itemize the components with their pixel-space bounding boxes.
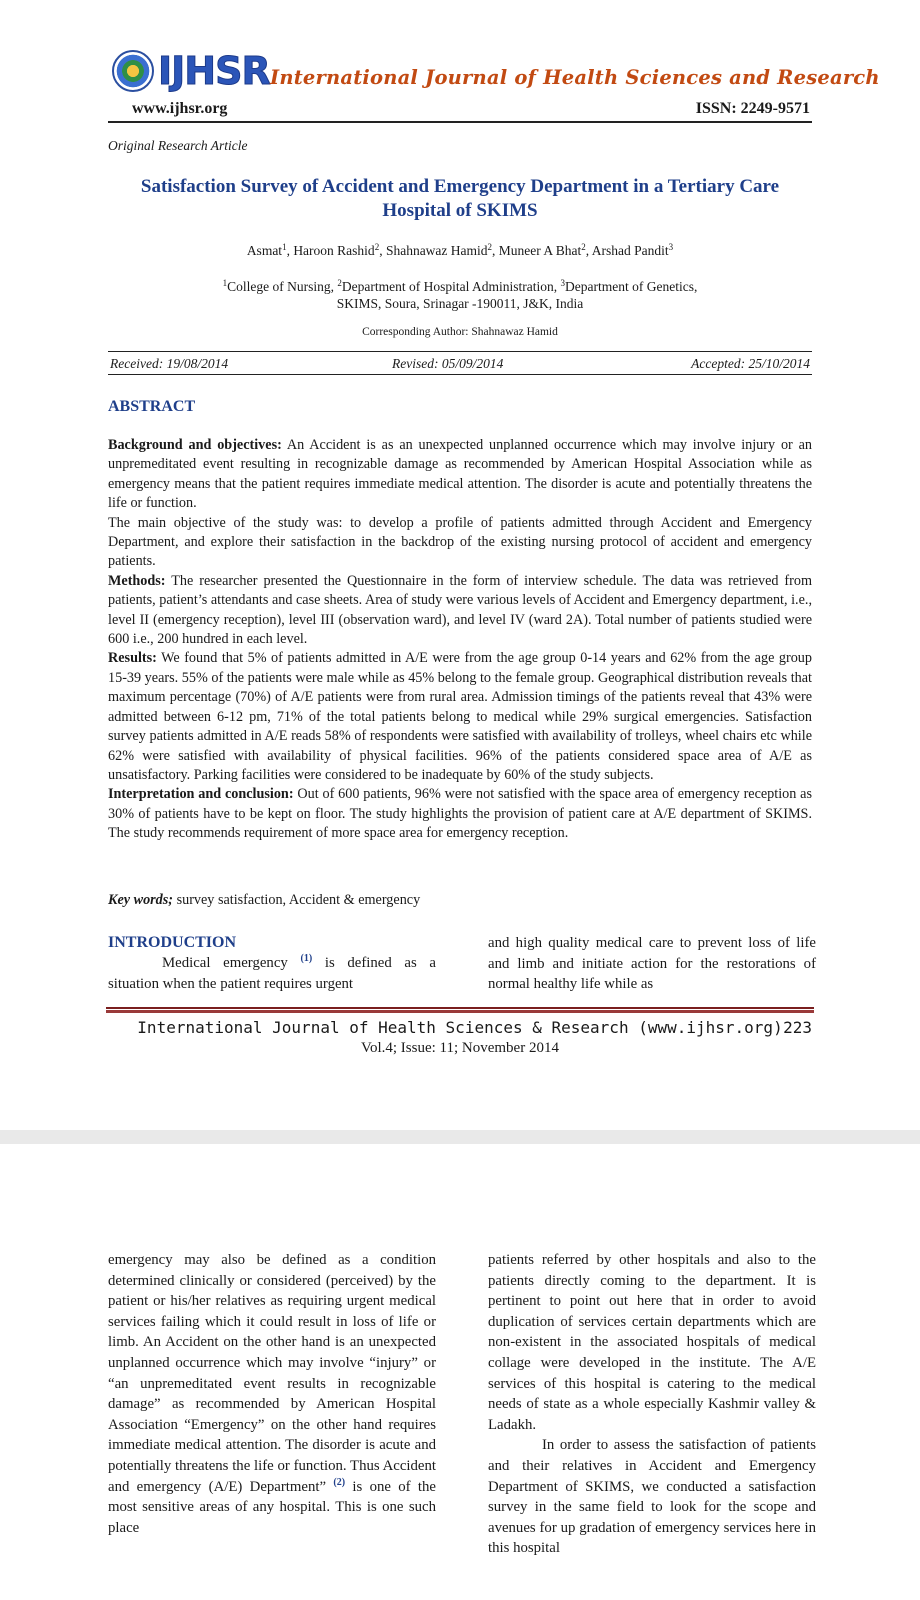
author-affiliation-mark: 2 — [581, 242, 586, 252]
section-label: Results: — [108, 650, 157, 667]
section-label: Background and objectives: — [108, 437, 282, 453]
abstract-heading: ABSTRACT — [108, 398, 196, 415]
affiliation-line-1 — [108, 278, 812, 295]
abstract-interpretation — [108, 785, 812, 843]
keywords-label: Key words; — [108, 892, 174, 908]
dates-divider-top — [108, 351, 812, 352]
keywords-text: survey satisfaction, Accident & emergency — [173, 892, 421, 908]
intro-paragraph — [108, 953, 436, 994]
affiliation-text: College of Nursing, — [227, 279, 338, 294]
dates-divider-bottom — [108, 374, 812, 375]
journal-issn: ISSN: 2249-9571 — [695, 100, 810, 117]
body-text: emergency may also be defined as a condition determined clinically or considered (perceived) by the patient or his/her relatives as requiring urgent medical services failing which it could result in loss of life or limb. An Accident on the other hand is an unexpected unplanned occurrence which may involve “injury” or “an unpremeditated event results in recognizable damage” as recommended by American Hospital Association “Emergency” on the other hand requires immediate medical attention. The disorder is acute and potentially threatens the life or function. Thus Accident and emergency (A/E) Department” — [108, 1252, 436, 1495]
journal-website: www.ijhsr.org — [132, 100, 228, 117]
journal-name: International Journal of Health Sciences and Research — [270, 66, 880, 89]
author-affiliation-mark: 1 — [282, 242, 287, 252]
affiliation-mark: 1 — [222, 278, 228, 288]
intro-text: is defined as a situation when the patient requires urgent — [108, 955, 437, 992]
body-text: is one of the most sensitive areas of any hospital. This is one such place — [108, 1478, 437, 1536]
article-type: Original Research Article — [108, 138, 248, 153]
revised-date: Revised: 05/09/2014 — [392, 356, 504, 371]
author-affiliation-mark: 2 — [374, 242, 380, 252]
article-title: Satisfaction Survey of Accident and Emergency Department in a Tertiary Care Hospital of SKIMS — [140, 176, 780, 221]
intro-right-column — [488, 933, 816, 995]
body-paragraph: patients referred by other hospitals and also to the patients directly coming to the department. It is pertinent to point out here that in order to avoid duplication of services certain departments which are non-existent in the associated hospitals of medical collage were developed in the institute. The A/E services of this hospital is catering to the medical needs of state as a whole especially Kashmir valley & Ladakh. — [488, 1252, 816, 1433]
abstract-background — [108, 436, 812, 514]
author-name: Asmat — [246, 243, 283, 258]
footer-volume: Vol.4; Issue: 11; November 2014 — [361, 1040, 559, 1056]
affiliation-mark: 2 — [337, 278, 342, 288]
abstract-body — [108, 436, 812, 844]
affiliation-mark: 3 — [560, 278, 565, 288]
author-affiliation-mark: 3 — [668, 242, 674, 252]
intro-text: Medical emergency — [162, 955, 301, 971]
affiliation-line-2: SKIMS, Soura, Srinagar -190011, J&K, India — [336, 296, 584, 311]
affiliation-text: Department of Hospital Administration, — [341, 279, 561, 294]
section-label: Interpretation and conclusion: — [108, 786, 294, 803]
page2-left-column — [108, 1250, 436, 1538]
body-paragraph: In order to assess the satisfaction of patients and their relatives in Accident and Emergency Department of SKIMS, we conducted a satisfaction survey in the same field to look for the scope and avenues for up gradation of emergency services here in this hospital — [488, 1437, 816, 1557]
author-list: Asmat$^1$, Haroon Rashid$^2$, Shahnawaz Hamid$^2$, Muneer A Bhat$^2$, Arshad Pandit$^3$ — [246, 242, 674, 258]
globe-emblem-icon — [112, 50, 154, 92]
page-2 — [0, 1144, 920, 1600]
accepted-date: Accepted: 25/10/2014 — [691, 356, 810, 371]
page-number: 223 — [783, 1018, 812, 1037]
author-name: Muneer A Bhat — [498, 243, 582, 258]
author-affiliation-mark: 2 — [487, 242, 493, 252]
section-text: Out of 600 patients, 96% were not satisfied with the space area of emergency reception as 30% of patients have to be kept on floor. The study highlights the provision of patient care at A/E department of SKIMS. The study recommends requirement of more space area for emergency reception. — [108, 786, 812, 842]
introduction-heading: INTRODUCTION — [108, 934, 237, 951]
affiliation-text: Department of Genetics, — [565, 279, 698, 294]
abstract-objective: The main objective of the study was: to develop a profile of patients admitted through Accident and Emergency Department, and explore their satisfaction in the backdrop of the existing nursing protocol of accident and emergency patients. — [108, 514, 812, 570]
received-date: Received: 19/08/2014 — [110, 356, 229, 371]
logo-text: IJHSR — [158, 49, 270, 93]
abstract-results — [108, 649, 812, 785]
intro-paragraph: and high quality medical care to prevent loss of life and limb and initiate action for the restorations of normal healthy life while as — [488, 935, 816, 993]
footer-divider — [106, 1007, 814, 1013]
citation-ref[interactable]: (2) — [333, 1476, 346, 1488]
section-text: An Accident is as an unexpected unplanned occurrence which may involve injury or an unpremeditated event resulting in recognizable damage as recommended by American Hospital Association while as emergency means that the patient requires immediate medical attention. The disorder is acute and potentially threatens the life or function. — [108, 437, 812, 512]
footer-journal: International Journal of Health Sciences & Research (www.ijhsr.org) — [137, 1018, 783, 1037]
section-label: Methods: — [108, 572, 166, 589]
affiliations — [108, 278, 812, 312]
header-divider — [108, 121, 812, 123]
journal-logo — [112, 46, 272, 98]
author-name: Shahnawaz Hamid — [385, 243, 488, 258]
citation-ref[interactable]: (1) — [300, 953, 313, 964]
section-text: We found that 5% of patients admitted in A/E were from the age group 0-14 years and 62% from the age group 15-39 years. 55% of the patients were male while as 45% belong to the female group. Geographical distribution reveals that maximum percentage (70%) of A/E patients were from rural area. Admission timings of the patients reveal that 43% were admitted between 6-12 pm, 71% of the total patients belong to medical while 29% surgical emergencies. Satisfaction survey patients admitted in A/E reads 58% of respondents were satisfied with availability of trolleys, wheel chairs etc while 62% were satisfied with availability of physical facilities. 96% of the patients considered space area of A/E as unsatisfactory. Parking facilities were considered to be inadequate by 60% of the study subjects. — [108, 650, 812, 783]
section-text: The researcher presented the Questionnaire in the form of interview schedule. The data was retrieved from patients, patient’s attendants and case sheets. Area of study were various levels of Accident and Emergency department, i.e., level II (emergency reception), level III (observation ward), and level IV (ward 2A). Total number of patients studied were 600 i.e., 200 hundred in each level. — [108, 572, 812, 648]
abstract-methods — [108, 572, 812, 650]
corresponding-author: Corresponding Author: Shahnawaz Hamid — [362, 326, 558, 338]
author-name: Haroon Rashid — [293, 243, 375, 258]
body-paragraph — [108, 1250, 436, 1538]
author-name: Arshad Pandit — [591, 243, 669, 258]
intro-left-column — [108, 933, 436, 994]
keywords — [108, 892, 812, 909]
page2-right-column — [488, 1250, 816, 1559]
